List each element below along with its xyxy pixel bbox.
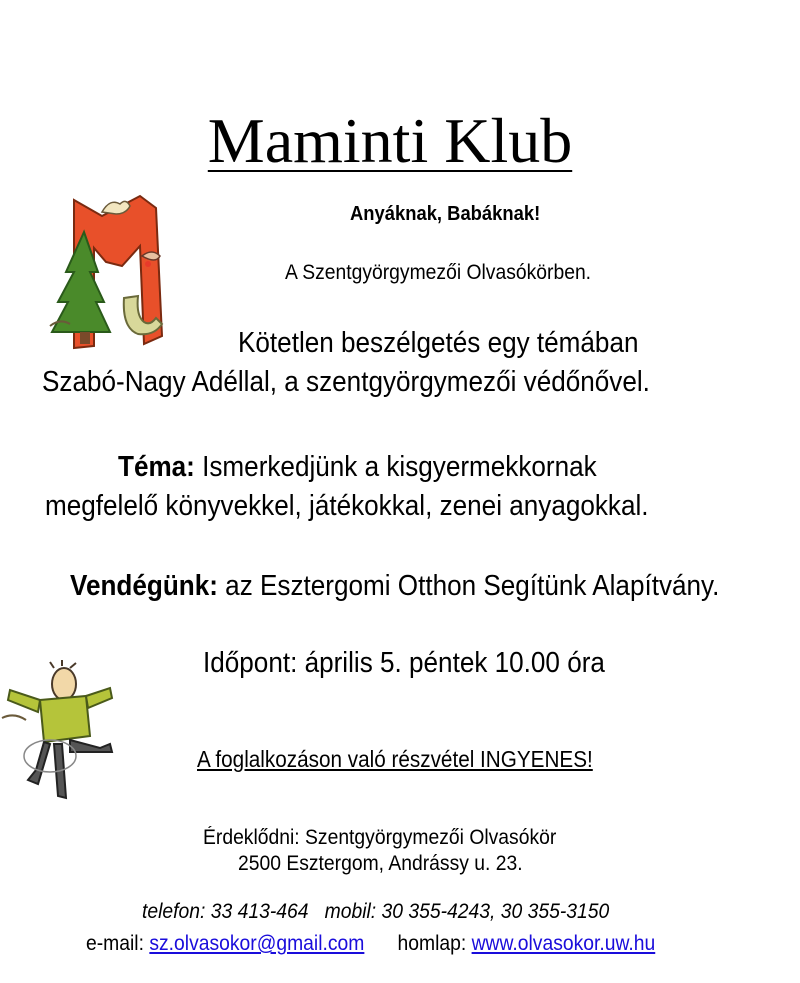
contact-line-1: Érdeklődni: Szentgyörgymezői Olvasókör bbox=[203, 826, 557, 849]
theme-text-1: Ismerkedjünk a kisgyermekkornak bbox=[194, 451, 597, 483]
talk-line-2: Szabó-Nagy Adéllal, a szentgyörgymezői védőnővel. bbox=[42, 366, 650, 398]
letter-m-tree-illustration bbox=[44, 186, 174, 352]
email-homepage-row bbox=[86, 932, 655, 956]
talk-line-1: Kötetlen beszélgetés egy témában bbox=[238, 327, 639, 359]
venue-line: A Szentgyörgymezői Olvasókörben. bbox=[285, 261, 592, 284]
contact-line-2: 2500 Esztergom, Andrássy u. 23. bbox=[238, 852, 523, 875]
subheading: Anyáknak, Babáknak! bbox=[350, 203, 541, 225]
page-title: Maminti Klub bbox=[207, 105, 573, 176]
free-notice: A foglalkozáson való részvétel INGYENES! bbox=[197, 746, 593, 772]
guest-label: Vendégünk: bbox=[70, 570, 218, 602]
phone-line: telefon: 33 413-464 mobil: 30 355-4243, 30 355-3150 bbox=[142, 900, 610, 923]
dancing-figure-illustration bbox=[0, 660, 120, 805]
email-label: e-mail: bbox=[86, 932, 150, 955]
email-link[interactable]: sz.olvasokor@gmail.com bbox=[149, 932, 365, 955]
guest-line bbox=[70, 567, 719, 605]
time-line: Időpont: április 5. péntek 10.00 óra bbox=[203, 647, 605, 679]
homepage-link[interactable]: www.olvasokor.uw.hu bbox=[471, 932, 656, 955]
homepage-label: homlap: bbox=[397, 932, 472, 955]
theme-line-1 bbox=[118, 448, 597, 486]
theme-line-2: megfelelő könyvekkel, játékokkal, zenei anyagokkal. bbox=[45, 490, 649, 522]
theme-label: Téma: bbox=[118, 451, 195, 483]
guest-text: az Esztergomi Otthon Segítünk Alapítvány. bbox=[217, 570, 720, 602]
